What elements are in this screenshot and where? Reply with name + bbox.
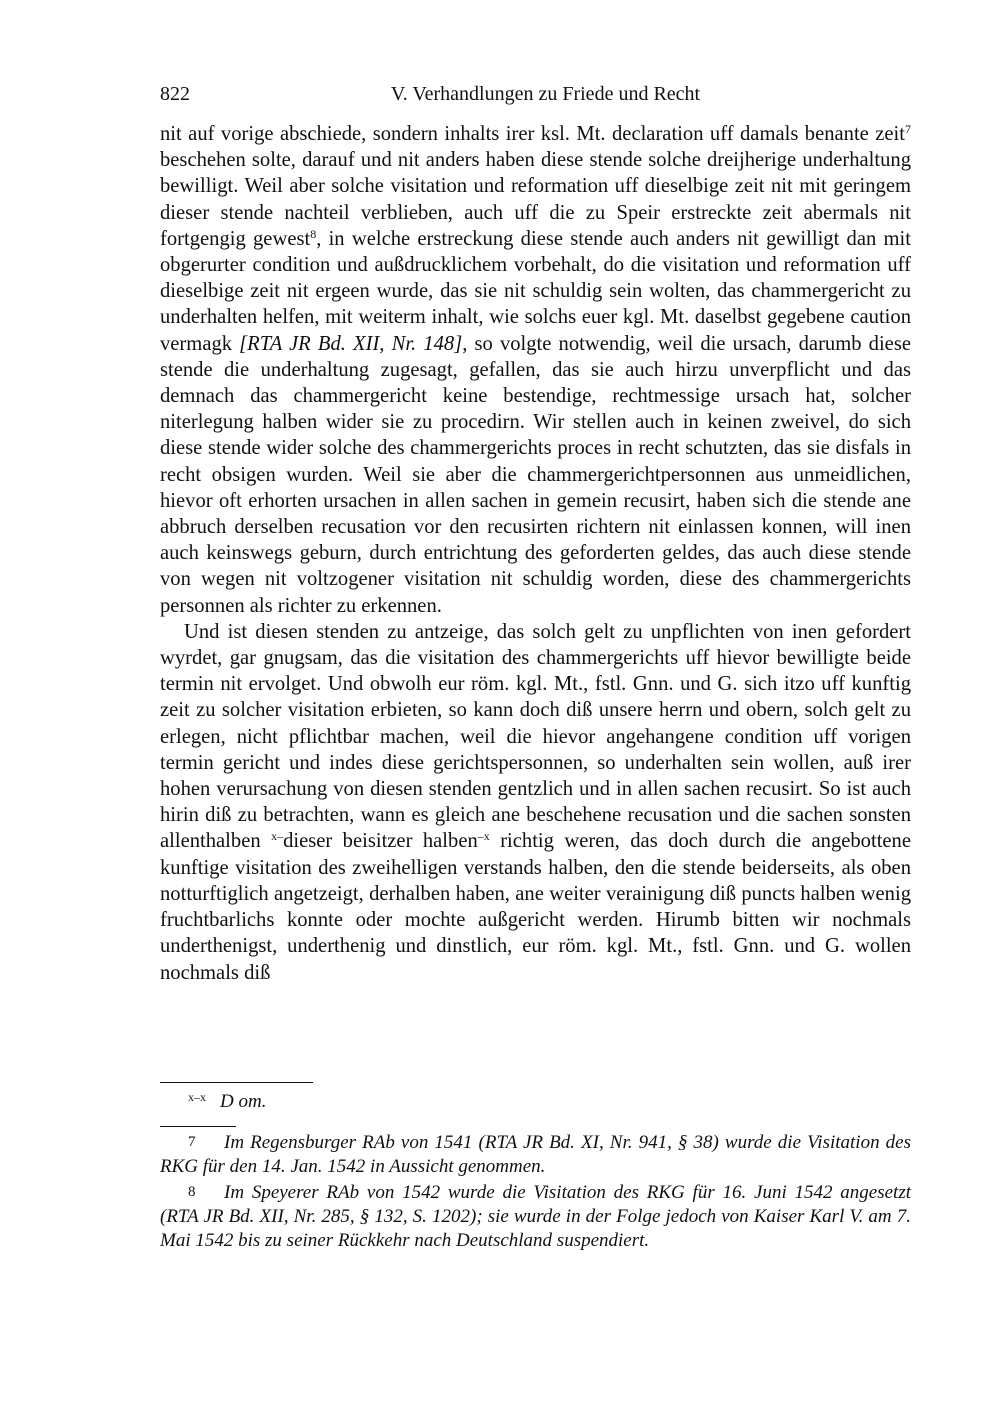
main-text: [160, 121, 911, 986]
text-run: beschehen solte, darauf und nit anders haben diese stende solche dreijherige underhaltung bewilligt. Weil aber solche visitation und reformation uff dieselbige zeit nit mit geringem dieser stende nachteil verblieben, auch uff die zu Speir erstreckte zeit abermals nit fortgengig gewest: [160, 149, 911, 250]
footnotes: [160, 1130, 911, 1253]
running-title: V. Verhandlungen zu Friede und Recht: [390, 83, 701, 105]
footnote-ref-7: 7: [905, 122, 911, 136]
paragraph: [160, 619, 911, 986]
variant-note-rule: [160, 1082, 313, 1083]
variant-note-marker: x–x: [188, 1090, 206, 1104]
footnote-ref-8: 8: [310, 226, 317, 241]
footnote-number: 7: [188, 1134, 196, 1150]
citation: [RTA JR Bd. XII, Nr. 148]: [239, 332, 463, 355]
footnote-rule: [160, 1126, 236, 1127]
text-run: , in welche erstreckung diese stende auch anders nit gewilligt dan mit obgerurter condition und außdrucklichem vorbehalt, do die visitation und reformation uff dieselbige zeit nit ergeen wurde, das sie nit schuldig sein wolten, das chammergericht zu underhalten helfen, mit weiterm inhalt, wie solchs euer kgl. Mt. daselbst gegebene caution vermagk: [160, 227, 911, 355]
text-run: dieser beisitzer halben: [283, 830, 478, 853]
text-run: Und ist diesen stenden zu antzeige, das solch gelt zu unpflichten von inen gefordert wyrdet, gar gnugsam, das die visitation des chammergerichts uff hievor bewilligte beide termin nit ervolget. Und obwolh eur röm. kgl. Mt., fstl. Gnn. und G. sich itzo uff kunftig zeit zu solcher visitation erbieten, so kann doch diß unsere herrn und obern, solch gelt zu erlegen, nicht pflichtbar machen, weil die hievor angehangene condition uff vorigen termin gericht und indes diese gerichtspersonnen, so underhalten sein wollen, auß irer hohen verursachung von diesen stenden gentzlich und in allen sachen recusirt. So ist auch hirin diß zu betrachten, wann es gleich ane beschehene recusation und die sachen sonsten allenthalben: [160, 620, 911, 853]
text-run: nit auf vorige abschiede, sondern inhalts irer ksl. Mt. declaration uff damals benante zeit: [160, 123, 905, 145]
text-run: , so volgte notwendig, weil die ursach, darumb diese stende die underhaltung zugesagt, gefallen, das sie auch hirzu unverpflicht und das demnach das chammergericht keine bestendige, rechtmessige ursach hat, solcher niterlegung halben wider sie zu procedirn. Wir stellen auch in keinen zweivel, do sich diese stende wider solche des chammergerichts proces in recht schutzten, das sie disfals in recht obsigen wurden. Weil sie aber die chammergerichtpersonnen aus unmeidlichen, hievor oft erhorten ursachen in allen sachen in gemein recusirt, haben sich die stende ane abbruch derselben recusation vor den recusirten richtern nit einlassen konnen, will inen auch keinswegs geburn, durch entrichtung des geforderten geldes, das auch diese stende von wegen nit voltzogener visitation nit schuldig worden, diese des chammergerichts personnen als richter zu erkennen.: [160, 332, 911, 617]
variant-note-text: D om.: [220, 1091, 267, 1112]
variant-note: [160, 1085, 911, 1114]
running-header: [160, 80, 911, 108]
footnote-text: Im Speyerer RAb von 1542 wurde die Visitation des RKG für 16. Juni 1542 angesetzt (RTA JR Bd. XII, Nr. 285, § 132, S. 1202); sie wurde in der Folge jedoch von Kaiser Karl V. am 7. Mai 1542 bis zu seiner Rückkehr nach Deutschland suspendiert.: [160, 1181, 911, 1252]
variant-mark-open: x–: [271, 829, 284, 844]
footnote-number: 8: [188, 1183, 196, 1200]
footnote-text: Im Regensburger RAb von 1541 (RTA JR Bd. XI, Nr. 941, § 38) wurde die Visitation des RKG für den 14. Jan. 1542 in Aussicht genommen.: [160, 1132, 911, 1178]
page-number: 822: [160, 83, 190, 105]
paragraph: [160, 121, 911, 619]
variant-mark-close: –x: [477, 829, 490, 844]
footnote: [160, 1130, 911, 1180]
text-run: richtig weren, das doch durch die angebottene kunftige visitation des zweihelligen verstands halben, den die stende beiderseits, als oben notturftiglich angetzeigt, derhalben haben, ane weiter verainigung diß puncts halben wenig fruchtbarlichs konnte oder mochte außgericht werden. Hirumb bitten wir nochmals underthenigst, underthenig und dinstlich, eur röm. kgl. Mt., fstl. Gnn. und G. wollen nochmals diß: [160, 830, 911, 984]
footnote: [160, 1180, 911, 1254]
